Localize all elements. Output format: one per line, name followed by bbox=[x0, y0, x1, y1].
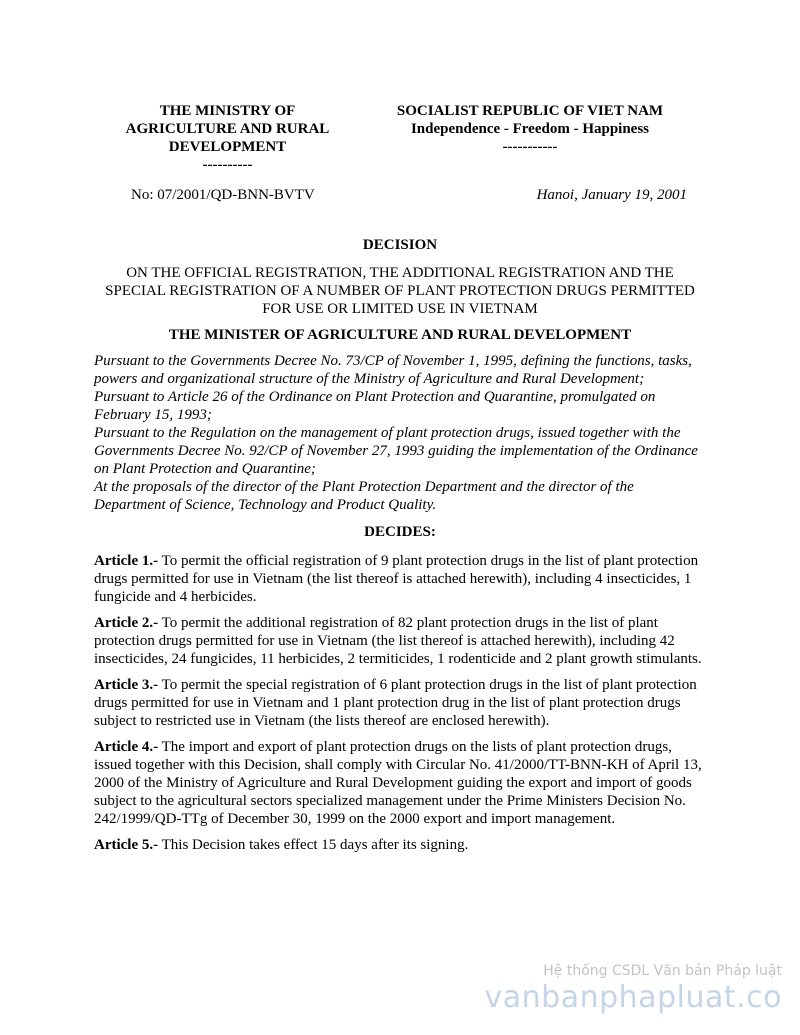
country-name: SOCIALIST REPUBLIC OF VIET NAM bbox=[396, 103, 664, 119]
decides-heading: DECIDES: bbox=[364, 524, 436, 540]
preamble bbox=[94, 352, 706, 514]
article-4 bbox=[94, 738, 706, 828]
reference-line bbox=[0, 186, 800, 206]
article-label: Article 4.- bbox=[94, 739, 159, 755]
watermark-site: vanbanphapluat.co bbox=[484, 980, 782, 1015]
preamble-item: At the proposals of the director of the Plant Protection Department and the director of the Department of Science, Technology and Product Quality. bbox=[94, 479, 634, 513]
article-label: Article 1.- bbox=[94, 553, 159, 569]
article-text: This Decision takes effect 15 days after its signing. bbox=[158, 837, 469, 853]
authority-divider: ---------- bbox=[202, 157, 253, 173]
watermark-caption: Hệ thống CSDL Văn bản Pháp luật bbox=[543, 963, 782, 979]
motto-divider: ----------- bbox=[502, 139, 558, 155]
preamble-item: Pursuant to the Regulation on the management of plant protection drugs, issued together with the Governments Decree No. 92/CP of November 27, 1993 guiding the implementation of the Ordinance on Plant Protection and Quarantine; bbox=[94, 425, 698, 477]
document-header bbox=[0, 102, 800, 172]
article-2 bbox=[94, 614, 706, 668]
article-text: To permit the special registration of 6 plant protection drugs in the list of plant protection drugs permitted for use in Vietnam and 1 plant protection drug in the list of plant protection drugs subject to restricted use in Vietnam (the lists thereof are enclosed herewith). bbox=[94, 677, 697, 729]
article-text: To permit the official registration of 9 plant protection drugs in the list of plant protection drugs permitted for use in Vietnam (the list thereof is attached herewith), including 4 insecticides, 1 fungicide and 4 herbicides. bbox=[94, 553, 699, 605]
issuing-authority bbox=[100, 102, 355, 174]
document-title: DECISION bbox=[362, 237, 438, 253]
document-number: No: 07/2001/QD-BNN-BVTV bbox=[131, 187, 315, 203]
article-label: Article 3.- bbox=[94, 677, 159, 693]
authority-line: DEVELOPMENT bbox=[168, 139, 287, 155]
article-3 bbox=[94, 676, 706, 730]
document-subject: ON THE OFFICIAL REGISTRATION, THE ADDITIONAL REGISTRATION AND THE SPECIAL REGISTRATION OF A NUMBER OF PLANT PROTECTION DRUGS PERMITTED FOR USE OR LIMITED USE IN VIETNAM bbox=[105, 265, 695, 317]
preamble-item: Pursuant to Article 26 of the Ordinance on Plant Protection and Quarantine, promulgated on February 15, 1993; bbox=[94, 389, 656, 423]
article-5 bbox=[94, 836, 706, 854]
authority-line: AGRICULTURE AND RURAL bbox=[125, 121, 330, 137]
document-date: Hanoi, January 19, 2001 bbox=[536, 187, 687, 203]
national-motto bbox=[365, 102, 695, 156]
article-1 bbox=[94, 552, 706, 606]
motto-line: Independence - Freedom - Happiness bbox=[410, 121, 650, 137]
watermark bbox=[485, 962, 782, 1016]
article-label: Article 5.- bbox=[94, 837, 159, 853]
authority-line: THE MINISTRY OF bbox=[159, 103, 296, 119]
article-text: To permit the additional registration of 82 plant protection drugs in the list of plant protection drugs permitted for use in Vietnam (the list thereof is attached herewith), including 42 insecticides, 24 fungicides, 11 herbicides, 2 termiticides, 1 rodenticide and 2 plant growth stimulants. bbox=[94, 615, 702, 667]
issuer-title: THE MINISTER OF AGRICULTURE AND RURAL DEVELOPMENT bbox=[168, 327, 632, 343]
document-body bbox=[94, 236, 706, 862]
article-label: Article 2.- bbox=[94, 615, 159, 631]
article-text: The import and export of plant protection drugs on the lists of plant protection drugs, issued together with this Decision, shall comply with Circular No. 41/2000/TT-BNN-KH of April 13, 2000 of the Ministry of Agriculture and Rural Development guiding the export and import of goods subject to the agricultural sectors specialized management under the Prime Ministers Decision No. 242/1999/QD-TTg of December 30, 1999 on the 2000 export and import management. bbox=[94, 739, 702, 827]
preamble-item: Pursuant to the Governments Decree No. 73/CP of November 1, 1995, defining the functions, tasks, powers and organizational structure of the Ministry of Agriculture and Rural Development; bbox=[94, 353, 692, 387]
